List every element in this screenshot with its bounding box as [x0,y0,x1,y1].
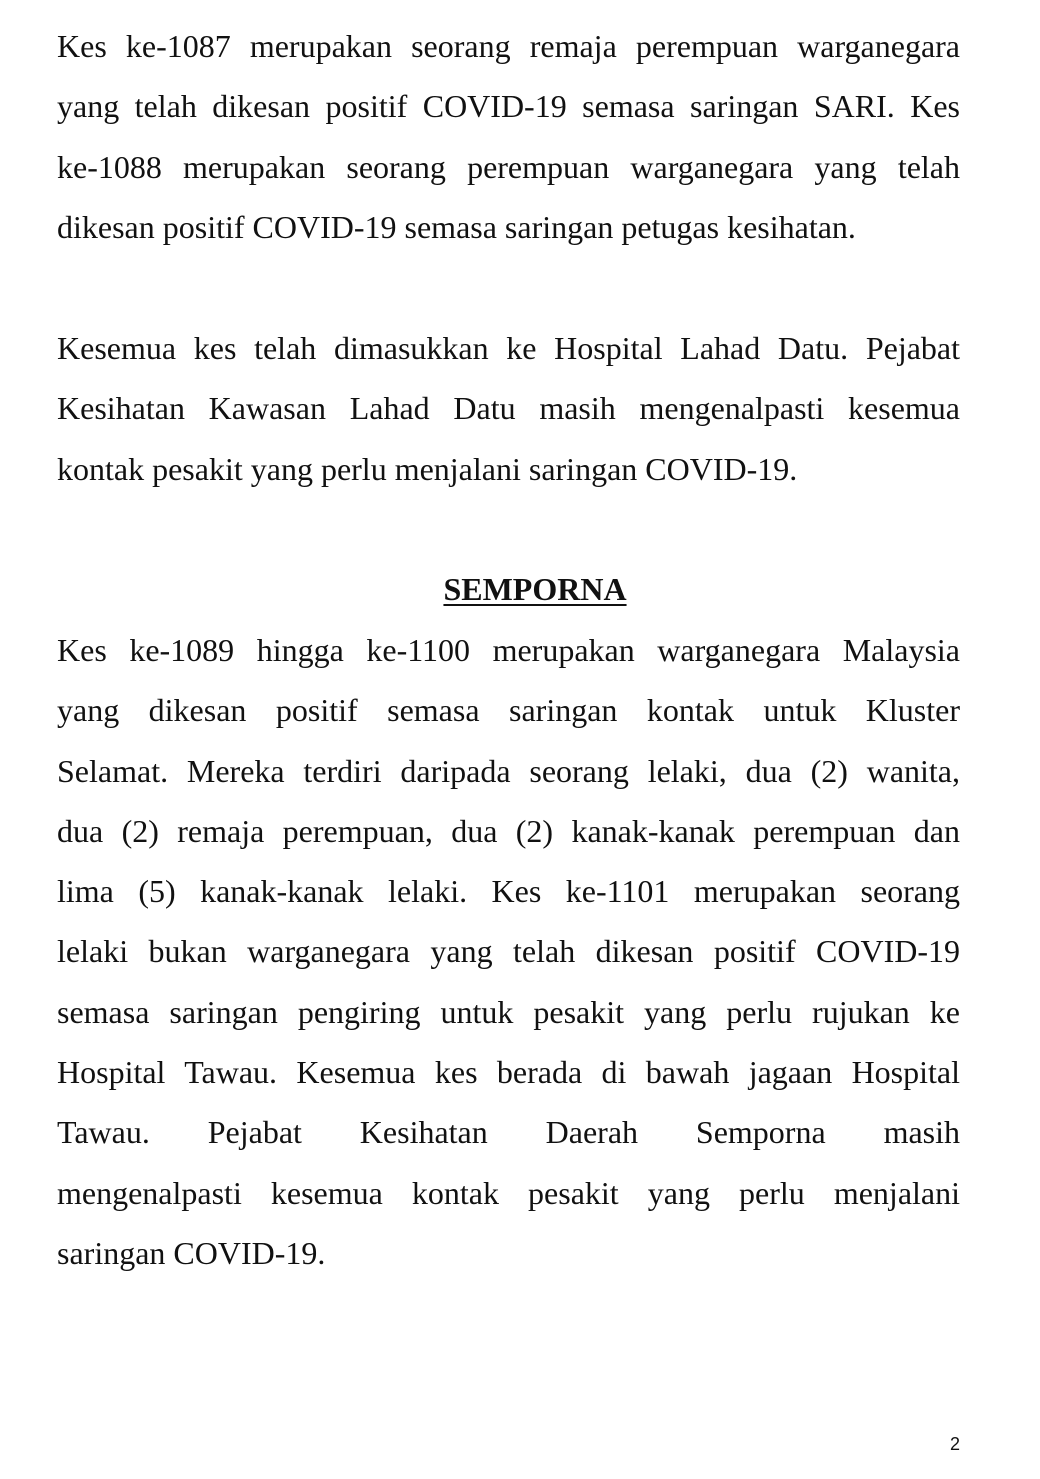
paragraph-line: dikesan positif COVID-19 semasa saringan petugas kesihatan. [57,208,856,245]
paragraph-line: saringan COVID-19. [57,1234,326,1271]
paragraph-lahad-datu-cases [57,16,960,257]
paragraph-line: yang telah dikesan positif COVID-19 semasa saringan SARI. Kes [57,88,960,125]
paragraph-semporna-cases [57,620,960,1283]
paragraph-line: Hospital Tawau. Kesemua kes berada di bawah jagaan Hospital [57,1054,960,1091]
paragraph-line: dua (2) remaja perempuan, dua (2) kanak-kanak perempuan dan [57,812,960,849]
paragraph-line: mengenalpasti kesemua kontak pesakit yang perlu menjalani [57,1174,960,1211]
paragraph-line: kontak pesakit yang perlu menjalani saringan COVID-19. [57,450,798,487]
paragraph-line: yang dikesan positif semasa saringan kontak untuk Kluster [57,692,960,729]
paragraph-line: Kesemua kes telah dimasukkan ke Hospital Lahad Datu. Pejabat [57,330,960,366]
paragraph-line: Selamat. Mereka terdiri daripada seorang lelaki, dua (2) wanita, [57,752,960,789]
paragraph-line: lima (5) kanak-kanak lelaki. Kes ke-1101 merupakan seorang [57,873,960,910]
paragraph-line: semasa saringan pengiring untuk pesakit yang perlu rujukan ke [57,993,960,1030]
paragraph-line: Kes ke-1087 merupakan seorang remaja perempuan warganegara [57,28,960,64]
paragraph-line: lelaki bukan warganegara yang telah dikesan positif COVID-19 [57,933,960,970]
paragraph-line: Kes ke-1089 hingga ke-1100 merupakan warganegara Malaysia [57,632,960,668]
page-number: 2 [949,1434,960,1454]
paragraph-lahad-datu-hospital [57,318,960,499]
section-heading-text: SEMPORNA [443,571,627,607]
paragraph-line: Kesihatan Kawasan Lahad Datu masih mengenalpasti kesemua [57,390,960,427]
paragraph-line: ke-1088 merupakan seorang perempuan warganegara yang telah [57,148,960,185]
section-heading [0,564,1040,614]
paragraph-line: Tawau. Pejabat Kesihatan Daerah Semporna masih [57,1114,960,1151]
